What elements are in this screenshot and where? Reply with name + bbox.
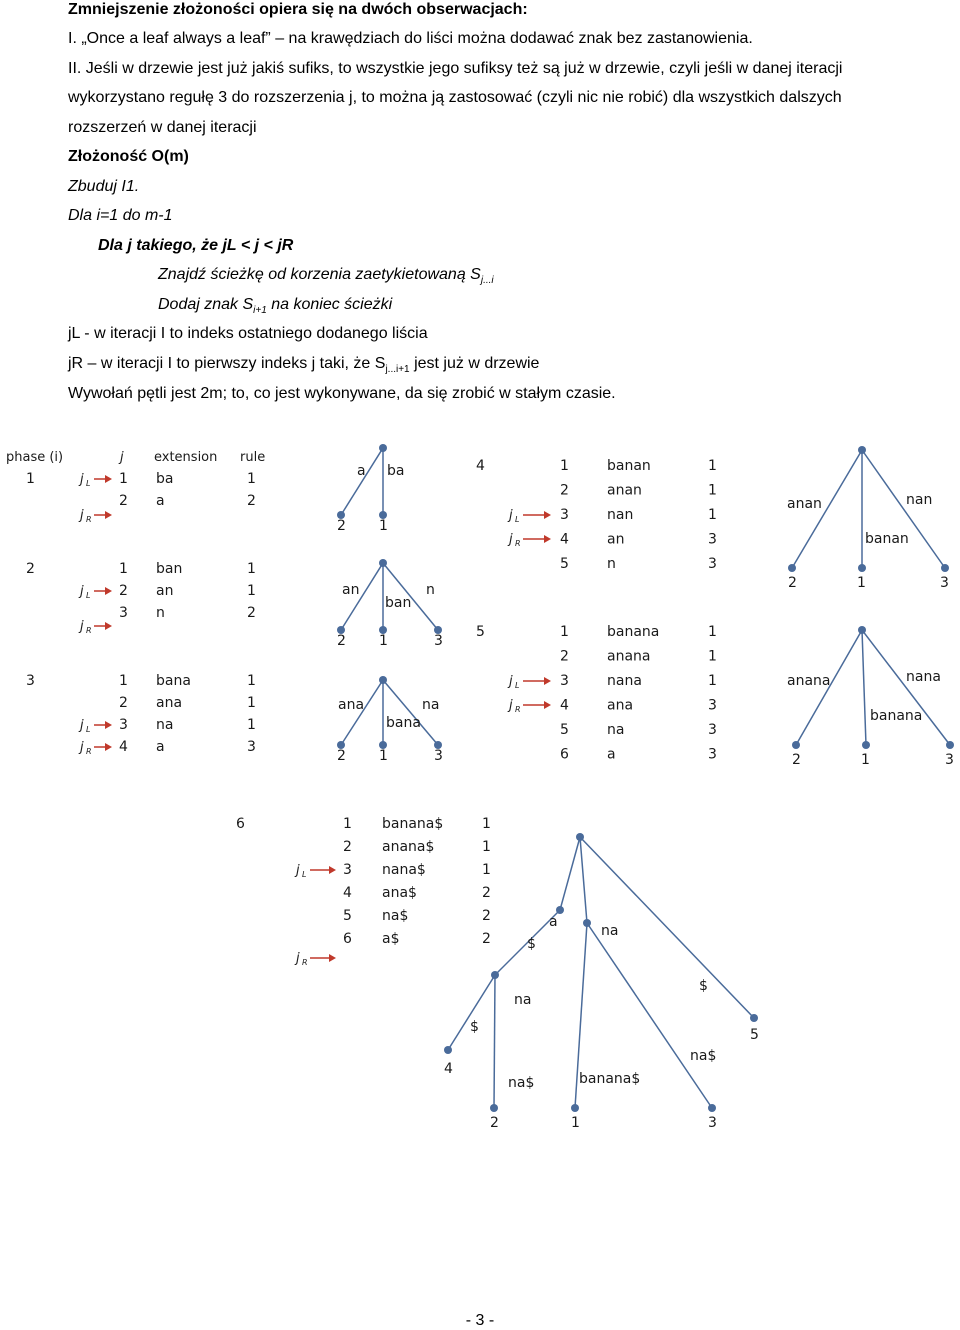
jr-letter: j (80, 619, 84, 634)
tree-leaf-node (444, 1046, 452, 1054)
jr-subscript: R (86, 626, 92, 635)
tree-leaf-node (941, 564, 949, 572)
row-rule: 1 (482, 839, 491, 855)
jr-letter: j (80, 740, 84, 755)
tree-edge (862, 630, 866, 745)
row-j: 4 (560, 531, 569, 548)
phase-number: 4 (476, 458, 485, 474)
edge-label: $ (527, 936, 536, 952)
row-rule: 1 (708, 507, 717, 523)
marker-arrow-head (105, 743, 112, 751)
leaf-label: 3 (434, 748, 443, 764)
tree-root-node (379, 559, 387, 567)
marker-arrow-head (544, 535, 551, 543)
row-j: 2 (560, 648, 569, 665)
tree-root-node (379, 444, 387, 452)
marker-arrow-head (105, 475, 112, 483)
row-rule: 1 (247, 583, 256, 599)
step-find-path-sub: j...i (480, 275, 494, 287)
edge-label: na$ (508, 1075, 535, 1091)
row-j: 3 (560, 673, 569, 689)
jr-marker (507, 532, 551, 548)
leaf-label: 3 (434, 633, 443, 649)
edge-label: an (342, 582, 360, 598)
edge-label: banana (870, 708, 923, 724)
tree-internal-node (556, 906, 564, 914)
row-rule: 1 (708, 648, 717, 665)
jr-marker (78, 740, 112, 756)
jl-subscript: L (86, 479, 91, 488)
step-add-char (158, 295, 392, 315)
phase-number: 2 (26, 561, 35, 577)
edge-label: $ (470, 1019, 479, 1035)
header-extension: extension (154, 450, 218, 465)
jr-subscript: R (515, 705, 521, 714)
jr-subscript: R (302, 958, 308, 967)
header-rule: rule (240, 450, 266, 465)
jr-marker (294, 951, 336, 967)
tree-root-node (858, 446, 866, 454)
marker-arrow-head (329, 954, 336, 962)
row-j: 1 (343, 816, 352, 832)
suffix-tree-figure (0, 430, 960, 1150)
phase-number: 3 (26, 673, 35, 689)
tree-edge (862, 630, 950, 745)
definition-jl: jL - w iteracji I to indeks ostatniego dodanego liścia (68, 325, 428, 342)
row-j: 1 (119, 471, 128, 487)
phase-number: 1 (26, 471, 35, 487)
jl-subscript: L (86, 591, 91, 600)
row-j: 2 (119, 583, 128, 599)
tree-internal-node (583, 919, 591, 927)
heading: Zmniejszenie złożoności opiera się na dwóch obserwacjach: (68, 1, 528, 18)
row-j: 5 (560, 722, 569, 738)
row-j: 4 (560, 697, 569, 714)
tree-edge (494, 975, 495, 1108)
row-extension: a (607, 746, 616, 763)
row-rule: 1 (482, 862, 491, 878)
row-extension: a (156, 739, 165, 755)
right-tables (476, 458, 717, 763)
marker-arrow-head (329, 866, 336, 874)
jr-marker (507, 698, 551, 714)
row-extension: na (607, 722, 625, 738)
leaf-label: 1 (379, 748, 388, 764)
marker-arrow-head (544, 677, 551, 685)
row-j: 6 (343, 931, 352, 947)
jl-jr-markers (78, 472, 551, 967)
tree-root-node (576, 833, 584, 841)
leaf-label: 2 (792, 752, 801, 768)
row-extension: an (156, 583, 174, 599)
leaf-label: 2 (788, 575, 797, 591)
row-rule: 3 (708, 746, 717, 763)
edge-label: a (549, 914, 558, 930)
row-rule: 1 (247, 673, 256, 689)
tree-leaf-node (708, 1104, 716, 1112)
jl-marker (78, 472, 112, 488)
leaf-label: 4 (444, 1061, 453, 1077)
definition-jr-post: jest już w drzewie (409, 355, 540, 372)
leaf-label: 3 (940, 575, 949, 591)
leaf-label: 2 (337, 518, 346, 534)
tree-leaf-node (858, 564, 866, 572)
edge-label: na (601, 923, 619, 939)
row-extension: na (156, 717, 174, 733)
observation-2-line-3: rozszerzeń w danej iteracji (68, 119, 257, 136)
definition-jr-sub: j...i+1 (385, 364, 410, 376)
row-j: 5 (560, 556, 569, 572)
step-add-char-text: Dodaj znak S (158, 296, 254, 313)
row-extension: n (156, 605, 165, 621)
row-extension: na$ (382, 908, 409, 924)
row-rule: 3 (247, 739, 256, 755)
jl-subscript: L (515, 515, 520, 524)
definition-jr-text: jR – w iteracji I to pierwszy indeks j taki, że S (68, 355, 386, 372)
tree-leaf-node (792, 741, 800, 749)
row-j: 2 (343, 839, 352, 855)
row-j: 4 (119, 739, 128, 755)
jl-letter: j (509, 508, 513, 523)
jl-marker (294, 863, 336, 879)
jl-subscript: L (515, 681, 520, 690)
row-rule: 3 (708, 697, 717, 714)
row-extension: ana (607, 697, 634, 714)
header-j: j (120, 450, 124, 465)
tree-leaf-node (750, 1014, 758, 1022)
leaf-label: 1 (861, 752, 870, 768)
tree-phase-4 (787, 446, 949, 591)
row-rule: 3 (708, 556, 717, 572)
row-extension: ana$ (382, 885, 417, 901)
tree-leaf-node (490, 1104, 498, 1112)
row-extension: n (607, 556, 616, 572)
row-extension: a$ (382, 931, 400, 947)
row-extension: anana (607, 648, 651, 665)
phase-number: 6 (236, 816, 245, 832)
tree-edge (580, 837, 587, 923)
row-rule: 3 (708, 531, 717, 548)
jr-letter: j (80, 508, 84, 523)
row-extension: banan (607, 458, 651, 474)
jr-letter: j (509, 532, 513, 547)
edge-label: nana (906, 669, 941, 685)
tree-phase-5 (787, 626, 954, 768)
row-rule: 1 (708, 624, 717, 640)
jr-letter: j (509, 698, 513, 713)
outer-loop: Dla i=1 do m-1 (68, 207, 173, 224)
edge-label: ban (385, 595, 412, 611)
phase-number: 5 (476, 624, 485, 640)
observation-2-line-2: wykorzystano regułę 3 do rozszerzenia j, to można ją zastosować (czyli nic nie robić) dla wszystkich dalszych (68, 89, 842, 106)
marker-arrow-head (105, 721, 112, 729)
row-extension: bana (156, 673, 191, 689)
row-rule: 1 (708, 458, 717, 474)
jl-subscript: L (86, 725, 91, 734)
jl-letter: j (80, 718, 84, 733)
page-number: - 3 - (465, 1312, 495, 1329)
row-rule: 3 (708, 722, 717, 738)
edge-label: ba (387, 463, 405, 479)
row-rule: 2 (482, 885, 491, 901)
jr-marker (78, 508, 112, 524)
header-phase: phase (i) (6, 450, 64, 465)
bottom-table (236, 816, 491, 947)
row-extension: nana$ (382, 862, 426, 878)
jl-subscript: L (302, 870, 307, 879)
jl-marker (78, 584, 112, 600)
row-extension: banana$ (382, 816, 444, 832)
row-rule: 1 (708, 482, 717, 499)
loop-calls: Wywołań pętli jest 2m; to, co jest wykonywane, da się zrobić w stałym czasie. (68, 385, 616, 402)
step-find-path-text: Znajdź ścieżkę od korzenia zaetykietowaną S (158, 266, 481, 283)
tree-phase-6 (444, 833, 759, 1131)
leaf-label: 2 (337, 748, 346, 764)
tree-edge (341, 448, 383, 515)
row-rule: 1 (247, 717, 256, 733)
complexity: Złożoność O(m) (68, 148, 189, 165)
row-j: 3 (119, 605, 128, 621)
row-j: 5 (343, 908, 352, 924)
row-rule: 1 (247, 561, 256, 577)
observation-2-line-1: II. Jeśli w drzewie jest już jakiś sufiks, to wszystkie jego sufiksy też są już w drzewie, czyli jeśli w danej iteracji (68, 60, 843, 77)
jr-marker (78, 619, 112, 635)
edge-label: banana$ (579, 1071, 641, 1087)
tree-phase-1 (337, 444, 404, 534)
tree-leaf-node (788, 564, 796, 572)
edge-label: na (422, 697, 440, 713)
tree-leaf-node (946, 741, 954, 749)
jl-letter: j (80, 584, 84, 599)
row-j: 1 (119, 673, 128, 689)
row-extension: anana$ (382, 839, 435, 855)
jl-marker (78, 718, 112, 734)
row-extension: an (607, 531, 625, 548)
row-j: 4 (343, 885, 352, 901)
row-j: 1 (560, 458, 569, 474)
leaf-label: 1 (379, 518, 388, 534)
leaf-label: 2 (490, 1115, 499, 1131)
edge-label: na$ (690, 1048, 717, 1064)
row-j: 3 (119, 717, 128, 733)
row-extension: anan (607, 482, 642, 499)
tree-phase-3 (337, 676, 443, 764)
row-j: 3 (560, 507, 569, 523)
tree-edge (448, 975, 495, 1050)
row-j: 2 (119, 695, 128, 711)
jr-subscript: R (86, 515, 92, 524)
edge-label: na (514, 992, 532, 1008)
leaf-label: 1 (379, 633, 388, 649)
tree-edge (862, 450, 945, 568)
tree-leaf-node (571, 1104, 579, 1112)
leaf-label: 1 (571, 1115, 580, 1131)
edge-label: n (426, 582, 435, 598)
jr-letter: j (296, 951, 300, 966)
tree-root-node (379, 676, 387, 684)
row-rule: 1 (708, 673, 717, 689)
jl-letter: j (296, 863, 300, 878)
row-rule: 2 (247, 605, 256, 621)
marker-arrow-head (544, 701, 551, 709)
row-j: 1 (119, 561, 128, 577)
step-find-path (158, 265, 494, 285)
tree-phase-2 (337, 559, 443, 649)
marker-arrow-head (544, 511, 551, 519)
row-extension: ana (156, 695, 183, 711)
row-rule: 2 (482, 908, 491, 924)
jl-marker (507, 508, 551, 524)
row-rule: 1 (482, 816, 491, 832)
row-rule: 1 (247, 471, 256, 487)
row-extension: nana (607, 673, 642, 689)
edge-label: banan (865, 531, 909, 547)
tree-edge (560, 837, 580, 910)
build-step: Zbuduj I1. (68, 178, 140, 195)
edge-label: nan (906, 492, 933, 508)
row-rule: 2 (482, 931, 491, 947)
row-extension: nan (607, 507, 634, 523)
jl-marker (507, 674, 551, 690)
tree-internal-node (491, 971, 499, 979)
leaf-label: 3 (945, 752, 954, 768)
step-add-char-sub: i+1 (253, 305, 267, 317)
row-j: 6 (560, 746, 569, 763)
jl-letter: j (509, 674, 513, 689)
edge-label: bana (386, 715, 421, 731)
leaf-label: 5 (750, 1027, 759, 1043)
leaf-label: 1 (857, 575, 866, 591)
marker-arrow-head (105, 587, 112, 595)
tree-root-node (858, 626, 866, 634)
jr-subscript: R (515, 539, 521, 548)
edge-label: anana (787, 673, 831, 689)
row-extension: ba (156, 471, 174, 487)
row-j: 3 (343, 862, 352, 878)
observation-1: I. „Once a leaf always a leaf” – na krawędziach do liści można dodawać znak bez zastanowienia. (68, 30, 753, 47)
jl-letter: j (80, 472, 84, 487)
definition-jr (68, 354, 539, 374)
edge-label: a (357, 463, 366, 479)
jr-subscript: R (86, 747, 92, 756)
marker-arrow-head (105, 511, 112, 519)
row-extension: a (156, 493, 165, 509)
leaf-label: 3 (708, 1115, 717, 1131)
step-add-char-post: na koniec ścieżki (266, 296, 393, 313)
tree-leaf-node (862, 741, 870, 749)
row-rule: 1 (247, 695, 256, 711)
row-j: 2 (119, 493, 128, 509)
row-j: 1 (560, 624, 569, 640)
inner-loop: Dla j takiego, że jL < j < jR (98, 237, 294, 254)
row-rule: 2 (247, 493, 256, 509)
edge-label: ana (338, 697, 365, 713)
marker-arrow-head (105, 622, 112, 630)
left-tables (26, 471, 256, 755)
edge-label: $ (699, 978, 708, 994)
row-extension: banana (607, 624, 660, 640)
row-j: 2 (560, 482, 569, 499)
edge-label: anan (787, 496, 822, 512)
row-extension: ban (156, 561, 183, 577)
leaf-label: 2 (337, 633, 346, 649)
